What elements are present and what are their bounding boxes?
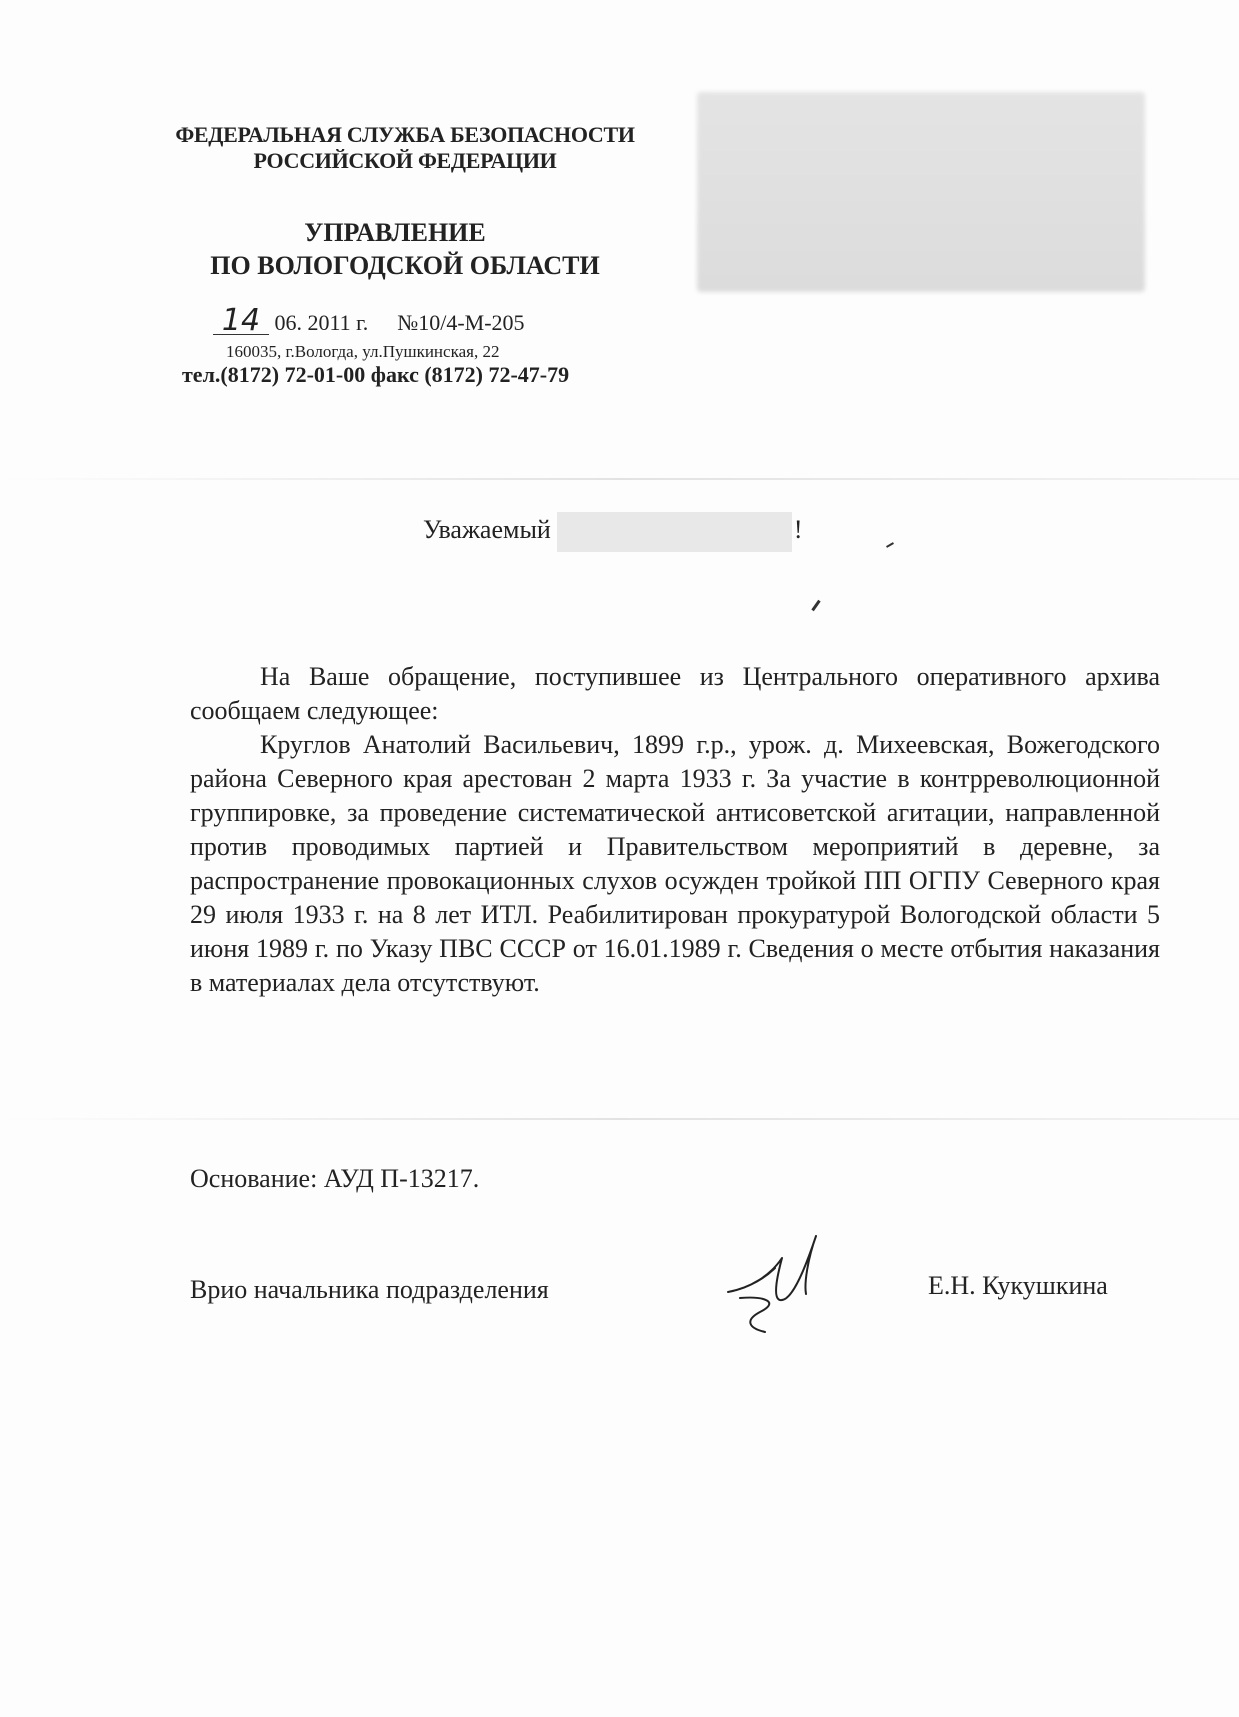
handwritten-signature	[720, 1228, 830, 1348]
date-and-reference	[213, 303, 525, 338]
reference-number: №10/4-М-205	[397, 310, 525, 335]
salutation-end-mark: !	[793, 514, 803, 544]
speck	[811, 600, 820, 612]
fold-line	[0, 1118, 1239, 1120]
department-line1: УПРАВЛЕНИЕ	[304, 218, 486, 247]
department-line2: ПО ВОЛОГОДСКОЙ ОБЛАСТИ	[210, 251, 600, 280]
recipient-address-redacted	[697, 92, 1145, 292]
salutation	[423, 512, 803, 552]
letterhead	[170, 122, 640, 282]
agency-name-line2: РОССИЙСКОЙ ФЕДЕРАЦИИ	[253, 148, 557, 173]
body-paragraph-1: На Ваше обращение, поступившее из Центрального оперативного архива сообщаем следующее:	[190, 662, 1160, 725]
basis-reference: Основание: АУД П-13217.	[190, 1164, 480, 1193]
date-rest: 06. 2011 г.	[274, 310, 369, 335]
fold-line	[0, 478, 1239, 480]
signer-name: Е.Н. Кукушкина	[928, 1271, 1108, 1300]
phone-fax: тел.(8172) 72-01-00 факс (8172) 72-47-79	[182, 362, 570, 387]
signer-title: Врио начальника подразделения	[190, 1275, 549, 1304]
letter-body	[190, 660, 1160, 1000]
speck	[886, 542, 894, 548]
department-name	[170, 216, 640, 282]
agency-name-line1: ФЕДЕРАЛЬНАЯ СЛУЖБА БЕЗОПАСНОСТИ	[175, 122, 635, 147]
date-day-handwritten: 14	[213, 308, 269, 335]
greeting: Уважаемый	[423, 514, 551, 544]
recipient-name-redacted	[557, 512, 792, 552]
address: 160035, г.Вологда, ул.Пушкинская, 22	[226, 342, 500, 361]
body-paragraph-2: Круглов Анатолий Васильевич, 1899 г.р., урож. д. Михеевская, Вожегодского района Северного края арестован 2 марта 1933 г. За участие в контрреволюционной группировке, за проведение систематической антисоветской агитации, направленной против проводимых партией и Правительством мероприятий в деревне, за распространение провокационных слухов осужден тройкой ПП ОГПУ Северного края 29 июля 1933 г. на 8 лет ИТЛ. Реабилитирован прокуратурой Вологодской области 5 июня 1989 г. по Указу ПВС СССР от 16.01.1989 г. Сведения о месте отбытия наказания в материалах дела отсутствуют.	[190, 730, 1160, 997]
